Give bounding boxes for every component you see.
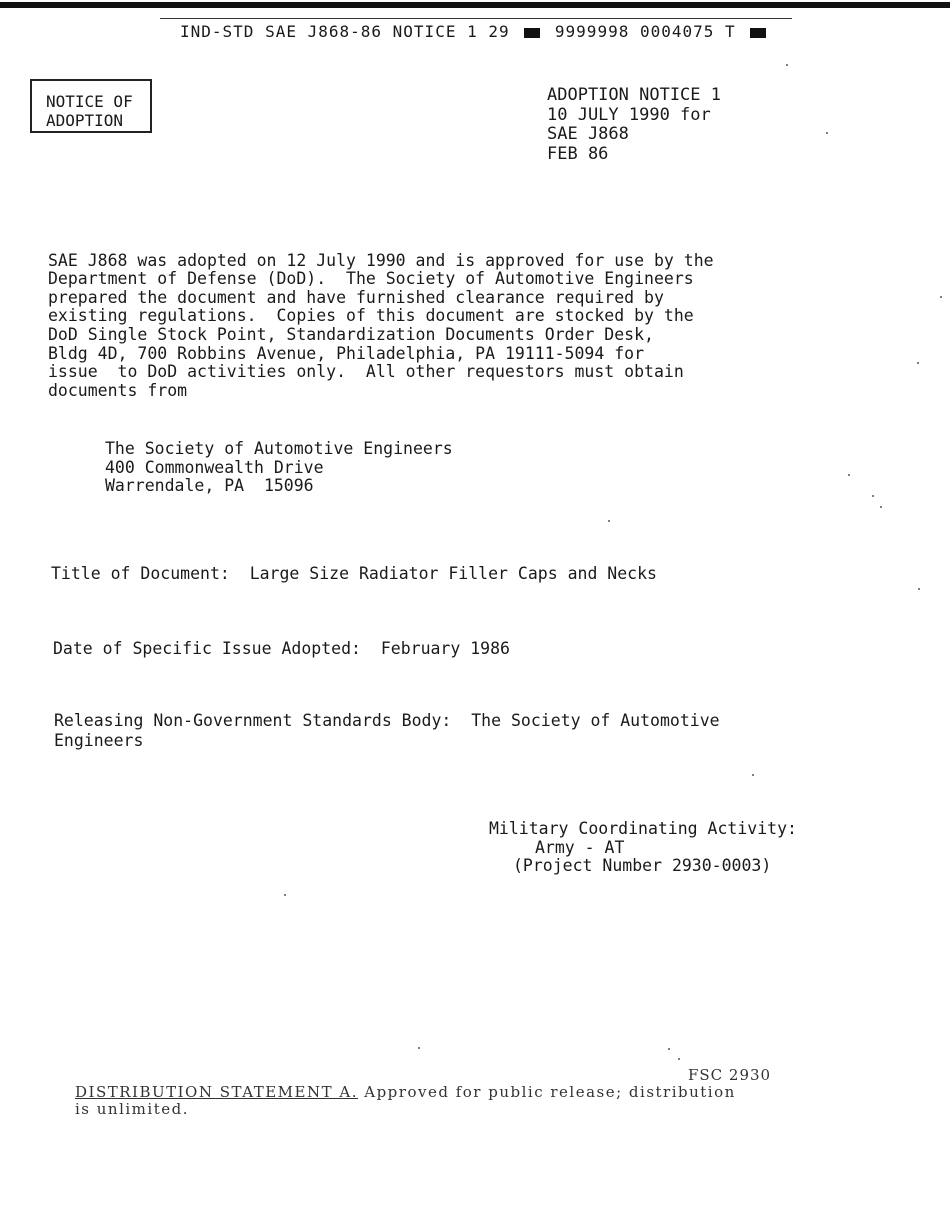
date-value: February 1986 <box>380 639 510 658</box>
distribution-heading: DISTRIBUTION STATEMENT A. <box>75 1083 358 1101</box>
body-line: issue to DoD activities only. All other requestors must obtain <box>48 362 684 382</box>
coordinating-line2: Army - AT <box>535 837 625 857</box>
body-line: DoD Single Stock Point, Standardization Documents Order Desk, <box>48 324 654 344</box>
body-line: documents from <box>48 380 188 400</box>
adoption-line1: ADOPTION NOTICE 1 <box>547 85 721 105</box>
scan-speck <box>668 1048 670 1050</box>
body-line: existing regulations. Copies of this document are stocked by the <box>48 306 694 326</box>
body-line: SAE J868 was adopted on 12 July 1990 and is approved for use by the <box>48 250 714 270</box>
title-label: Title of Document: <box>51 564 230 583</box>
distribution-text2: is unlimited. <box>75 1100 189 1118</box>
date-label: Date of Specific Issue Adopted: <box>53 639 361 658</box>
redaction-block <box>750 28 766 38</box>
notice-box-line1: NOTICE OF <box>46 92 133 111</box>
address-line1: The Society of Automotive Engineers <box>105 439 453 458</box>
sae-address <box>105 440 453 496</box>
redaction-block <box>524 28 540 38</box>
scan-speck <box>752 774 754 776</box>
scan-speck <box>880 506 882 508</box>
notice-box-line2: ADOPTION <box>46 111 124 130</box>
scan-speck <box>918 588 920 590</box>
scan-speck <box>786 64 788 66</box>
scan-speck <box>284 894 286 896</box>
distribution-text1: Approved for public release; distribution <box>357 1083 736 1101</box>
scan-speck <box>940 296 942 298</box>
scan-speck <box>872 495 874 497</box>
standards-body-value: The Society of Automotive <box>471 711 720 730</box>
adoption-line4: FEB 86 <box>547 143 609 164</box>
body-line: Department of Defense (DoD). The Society of Automotive Engineers <box>48 269 694 289</box>
coordinating-line3: (Project Number 2930-0003) <box>513 856 772 875</box>
scan-speck <box>848 474 850 476</box>
adoption-line2: 10 JULY 1990 for <box>547 104 711 125</box>
standards-body-label: Releasing Non-Government Standards Body: <box>54 711 452 730</box>
standards-body-row <box>54 711 720 751</box>
coordinating-activity <box>489 820 797 876</box>
header-code-left: IND-STD SAE J868-86 NOTICE 1 29 <box>180 22 510 41</box>
notice-of-adoption-box <box>30 79 152 133</box>
body-line: prepared the document and have furnished clearance required by <box>48 287 664 307</box>
scan-speck <box>917 362 919 364</box>
issue-date-row <box>53 639 510 658</box>
adoption-line3: SAE J868 <box>547 124 629 144</box>
fsc-code: FSC 2930 <box>688 1066 772 1084</box>
scan-speck <box>678 1058 680 1060</box>
distribution-statement <box>75 1084 736 1118</box>
header-code-mid: 9999998 0004075 T <box>554 22 736 41</box>
title-value: Large Size Radiator Filler Caps and Necks <box>249 564 657 583</box>
document-code-header <box>180 22 770 41</box>
address-line3: Warrendale, PA 15096 <box>105 476 314 495</box>
document-title-row <box>51 564 657 583</box>
body-paragraph <box>48 233 714 419</box>
body-line: Bldg 4D, 700 Robbins Avenue, Philadelphia, PA 19111-5094 for <box>48 343 645 363</box>
header-rule <box>160 18 792 19</box>
top-border-bar <box>0 2 950 8</box>
scan-speck <box>418 1047 420 1049</box>
scan-speck <box>608 520 610 522</box>
address-line2: 400 Commonwealth Drive <box>105 457 324 477</box>
adoption-notice-block <box>547 86 721 164</box>
scan-speck <box>826 132 828 134</box>
standards-body-value-cont: Engineers <box>54 731 144 750</box>
coordinating-line1: Military Coordinating Activity: <box>489 819 797 838</box>
